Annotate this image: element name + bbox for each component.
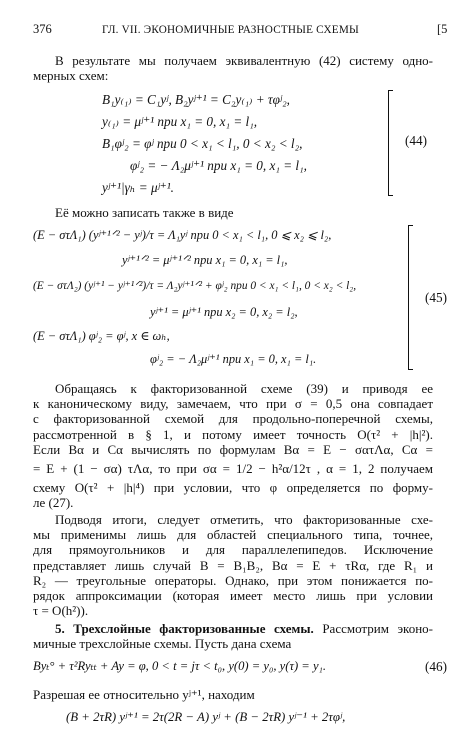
para1-line: схему O(τ² + |h|⁴) при условии, что φ определяется по форму- xyxy=(33,479,433,495)
alt-form-text: Её можно записать также в виде xyxy=(55,205,234,220)
para2-line: для прямоугольников и для параллелепипедов. Исключение xyxy=(33,542,433,558)
para2-line: R₂ — треугольные операторы. Однако, при этом понижается по- xyxy=(33,572,433,588)
para1-line: с факторизованной схемой для продольно-поперечной схемы, xyxy=(33,411,433,427)
para2-line: Подводя итоги, следует отметить, что факторизованные схе- xyxy=(55,512,433,527)
para1-line: ле (27). xyxy=(33,495,74,511)
eq44-line-5: yʲ⁺¹|γₕ = μʲ⁺¹. xyxy=(102,180,174,195)
para1-line: Если Bα и Cα вычислять по формулам Bα = E − σατΛα, Cα = xyxy=(33,441,433,457)
eq44-line-3: B₁φʲ₂ = φʲ при 0 < x₁ < l₁, 0 < x₂ < l₂, xyxy=(102,136,303,151)
eq44-line-2: y₍₁₎ = μʲ⁺¹ при x₁ = 0, x₁ = l₁, xyxy=(102,114,258,129)
para2-line: рядок аппроксимации (которая имеет место лишь при условии xyxy=(33,587,433,603)
section-5 xyxy=(33,621,433,651)
para2-line: представляет лишь случай B = B₁B₂, Bα = E + τRα, где R₁ и xyxy=(33,557,433,573)
section-5-line-2: мичные трехслойные схемы. Пусть дана схема xyxy=(33,636,292,652)
eq45-line-6: φʲ₂ = − Λ₂μʲ⁺¹ при x₁ = 0, x₁ = l₁. xyxy=(150,352,317,366)
running-title: ГЛ. VII. ЭКОНОМИЧНЫЕ РАЗНОСТНЫЕ СХЕМЫ xyxy=(102,24,359,36)
para1-line: к каноническому виду, замечаем, что при σ = 0,5 она совпадает xyxy=(33,396,433,412)
equation-number-44: (44) xyxy=(405,133,427,148)
para2-line: мы применимы лишь для областей специального типа, точнее, xyxy=(33,527,433,543)
brace-44 xyxy=(382,90,389,196)
equation-number-45: (45) xyxy=(425,290,447,305)
paragraph-conclusion xyxy=(33,512,433,618)
para1-line: = E + (1 − σα) τΛα, то при σα = 1/2 − h²α/12τ , α = 1, 2 получаем xyxy=(33,460,433,476)
resolve-text: Разрешая ее относительно yʲ⁺¹, находим xyxy=(33,687,255,702)
brace-45 xyxy=(402,225,409,370)
final-equation: (B + 2τR) yʲ⁺¹ = 2τ(2R − A) yʲ + (B − 2τR) yʲ⁻¹ + 2τφʲ, xyxy=(66,710,346,724)
section-5-line-1 xyxy=(33,621,433,636)
eq45-line-2: yʲ⁺¹ᐟ² = μʲ⁺¹ᐟ² при x₁ = 0, x₁ = l₁, xyxy=(122,253,288,267)
equation-46: Byₜ° + τ²Ryₜₜ + Ay = φ, 0 < t = jτ < t₀, y(0) = y₀, y(τ) = y₁. xyxy=(33,659,327,673)
eq44-line-4: φʲ₂ = − Λ₂μʲ⁺¹ при x₁ = 0, x₁ = l₁, xyxy=(130,158,307,173)
eq45-line-4: yʲ⁺¹ = μʲ⁺¹ при x₂ = 0, x₂ = l₂, xyxy=(150,305,298,319)
section-5-line1-rest: Рассмотрим эконо- xyxy=(322,621,433,636)
eq45-line-1: (E − στΛ₁) (yʲ⁺¹ᐟ² − yʲ)/τ = Λ₁yʲ при 0 < x₁ < l₁, 0 ⩽ x₂ ⩽ l₂, xyxy=(33,228,332,242)
equation-number-46: (46) xyxy=(425,659,447,674)
para2-line: τ = O(h²)). xyxy=(33,603,89,619)
eq45-line-5: (E − στΛ₁) φʲ₂ = φʲ, x ∈ ωₕ, xyxy=(33,329,170,343)
intro-line-2: мерных схем: xyxy=(33,68,109,84)
eq44-line-1: B₁y₍₁₎ = C₁yʲ, B₂yʲ⁺¹ = C₂y₍₁₎ + τφʲ₂, xyxy=(102,92,290,107)
eq45-line-3: (E − στΛ₂) (yʲ⁺¹ − yʲ⁺¹ᐟ²)/τ = Λ₂yʲ⁺¹ᐟ² + φʲ₂ при 0 < x₁ < l₁, 0 < x₂ < l₂, xyxy=(33,280,357,292)
para1-line: рассмотренной в § 1, и потому имеет точность O(τ² + |h|²). xyxy=(33,426,433,442)
paragraph-factorized xyxy=(33,381,433,510)
page-number: 376 xyxy=(33,22,52,36)
section-5-heading: 5. Трехслойные факторизованные схемы. xyxy=(55,621,314,636)
intro-paragraph xyxy=(33,53,433,83)
para1-line: Обращаясь к факторизованной схеме (39) и приводя ее xyxy=(55,381,433,396)
intro-line-1: В результате мы получаем эквивалентную (42) систему одно- xyxy=(55,53,433,68)
section-mark: [5 xyxy=(437,22,448,36)
